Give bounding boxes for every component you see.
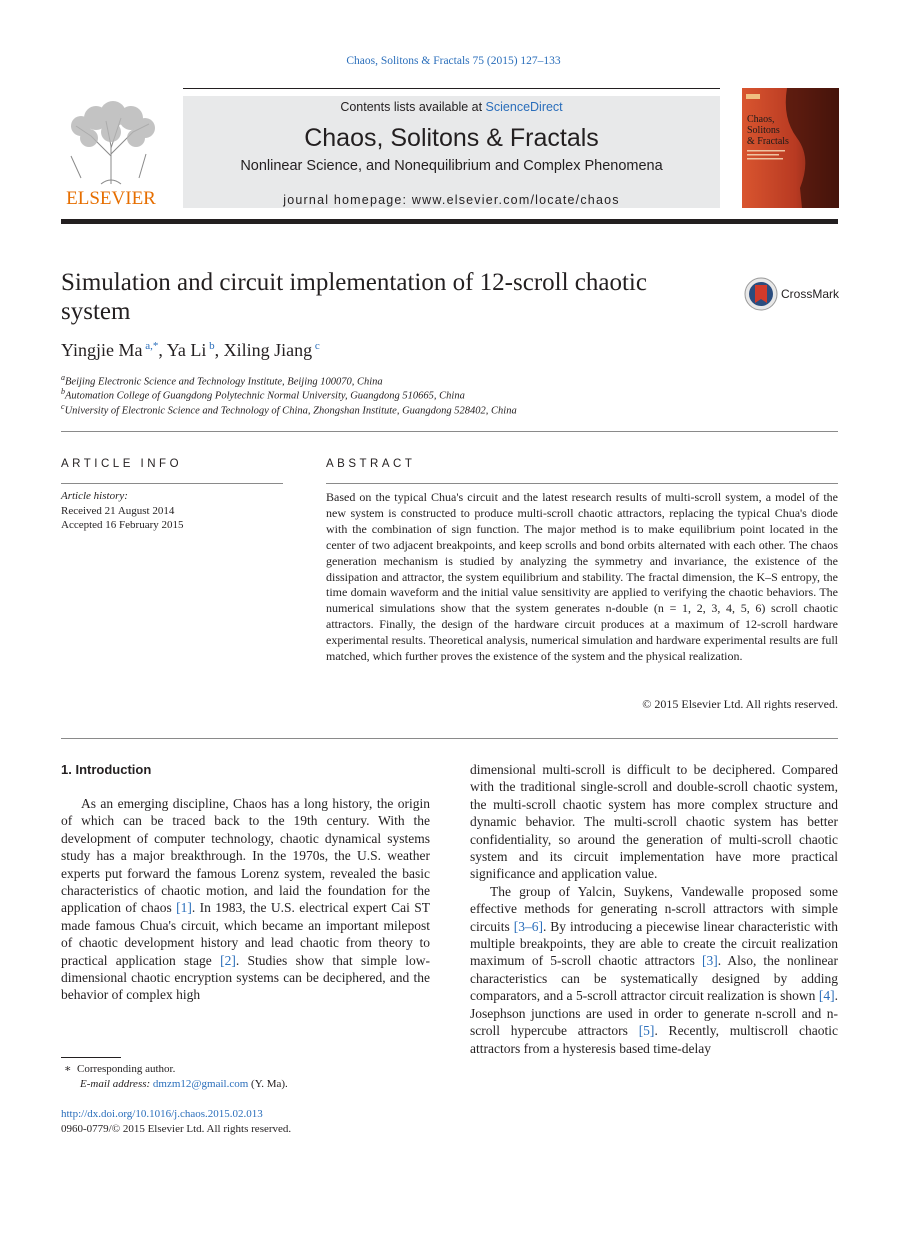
citation-link[interactable]: [1]: [176, 900, 192, 916]
footnote-rule: [61, 1057, 121, 1058]
crossmark-badge[interactable]: [743, 276, 853, 312]
citation-link[interactable]: [2]: [220, 952, 236, 968]
elsevier-logo[interactable]: [61, 96, 161, 208]
abstract-text: Based on the typical Chua's circuit and the latest research results of multi-scroll system, a model of the new system is constructed to produce multi-scroll chaotic attractors, replacing the typical Chua's diode with the combination of sign function. The major method is to make equilibrium point located in the center of two adjacent breakpoints, and keep scrolls and bond orbits alternated with each other. The chaos generation mechanism is studied by analyzing the symmetry and invariance, the existence of the dissipation and attractor, the system equilibrium and stability. The fractal dimension, the K–S entropy, the time domain waveform and the initial value sensitivity are applied to verifying the chaotic behaviors. The numerical simulations show that the system generates n-double (n = 1, 2, 3, 4, 5, 6) scroll chaotic attractors. Finally, the design of the hardware circuit produces at a maximum of 12-scroll hardware experimental results. Theoretical analysis, numerical simulation and hardware experimental results are full matched, which further proves the existence of the system and the physical realization.: [326, 490, 838, 664]
svg-text:& Fractals: & Fractals: [747, 136, 789, 147]
citation-link[interactable]: [4]: [818, 988, 835, 1004]
elsevier-tree-icon: [61, 96, 161, 208]
corresponding-author-note: ∗ Corresponding author.: [64, 1063, 176, 1075]
intro-paragraph: The group of Yalcin, Suykens, Vandewalle proposed some effective methods for generating n-scroll attractors with simple circuits [3–6]. By introducing a piecewise linear characteristic with multiple breakpoints, they are able to create the circuit realization maximum of 5-scroll chaotic attractors [3]. Also, the nonlinear characteristics can be systematically designed by adding comparators, and a 5-scroll attractor circuit realization is shown [4]. Josephson junctions are used in order to generate n-scroll and n-scroll hypercube attractors [5]. Recently, multiscroll chaotic attractors from a hysteresis based time-delay: [470, 883, 839, 1056]
header-bottom-rule: [61, 219, 838, 224]
abstract-copyright: © 2015 Elsevier Ltd. All rights reserved.: [642, 697, 838, 711]
affiliation: $^a$Beijing Electronic Science and Technology Institute, Beijing 100070, China: [61, 373, 383, 388]
header-top-rule: [183, 88, 720, 89]
sciencedirect-link[interactable]: ScienceDirect: [485, 100, 563, 114]
crossmark-label: CrossMark: [781, 287, 840, 301]
abstract-heading: ABSTRACT: [326, 458, 416, 470]
article-title: Simulation and circuit implementation of 12-scroll chaotic system: [61, 269, 647, 325]
journal-cover-image[interactable]: [742, 88, 839, 208]
author-list: Yingjie Ma $^{a,*}$, Ya Li $^b$, Xiling Jiang $^c$: [61, 340, 320, 360]
journal-homepage: [183, 193, 720, 207]
homepage-url[interactable]: www.elsevier.com/locate/chaos: [411, 193, 620, 207]
affiliation-divider: [61, 431, 838, 432]
affiliation: $^c$University of Electronic Science and Technology of China, Zhongshan Institute, Guangdong 528402, China: [61, 402, 517, 417]
accepted-date: Accepted 16 February 2015: [61, 519, 184, 531]
abstract-bottom-divider: [61, 738, 838, 739]
crossmark-icon: [743, 276, 781, 312]
author-name[interactable]: Xiling Jiang: [223, 340, 313, 360]
journal-subtitle: Nonlinear Science, and Nonequilibrium and Complex Phenomena: [240, 158, 663, 174]
cover-title: Chaos,: [747, 114, 775, 125]
elsevier-wordmark: ELSEVIER: [66, 188, 156, 208]
contents-line: [183, 100, 720, 114]
journal-citation[interactable]: Chaos, Solitons & Fractals 75 (2015) 127–133: [346, 55, 561, 67]
citation-link[interactable]: [3]: [701, 953, 718, 969]
intro-paragraph: As an emerging discipline, Chaos has a long history, the origin of which can be traced back to the 19th century. With the development of computer technology, chaotic dynamical systems study has a major breakthrough. In the 1970s, the U.S. weather experts put forward the famous Lorenz system, revealed the basic characteristics of chaotic motion, and laid the foundation for the application of chaos [1]. In 1983, the U.S. electrical expert Cai ST made famous Chua's circuit, which became an important milepost of chaotic development history and lead chaotic from theory to practical application stage [2]. Studies show that simple low-dimensional chaotic encryption systems can be deciphered, and the behavior of complex high: [61, 796, 431, 1003]
abstract-divider: [326, 483, 838, 484]
author-affiliation-mark[interactable]: c: [314, 340, 320, 352]
cover-icon: [742, 88, 839, 208]
email-link[interactable]: dmzm12@gmail.com: [152, 1078, 249, 1090]
article-info-divider: [61, 483, 283, 484]
citation-link[interactable]: [3–6]: [513, 918, 543, 934]
journal-title: Chaos, Solitons & Fractals: [304, 124, 599, 152]
svg-text:Solitons: Solitons: [747, 125, 780, 136]
article-info-heading: ARTICLE INFO: [61, 458, 183, 470]
history-label: Article history:: [61, 490, 128, 502]
section-heading-introduction: 1. Introduction: [61, 762, 152, 777]
doi-link[interactable]: http://dx.doi.org/10.1016/j.chaos.2015.02.013: [61, 1108, 263, 1120]
article-history: [61, 489, 184, 533]
author-affiliation-mark[interactable]: a,*: [145, 340, 159, 352]
email-note: E-mail address: dmzm12@gmail.com (Y. Ma).: [80, 1078, 288, 1090]
received-date: Received 21 August 2014: [61, 504, 175, 517]
intro-right-column: [470, 761, 838, 1057]
intro-paragraph: dimensional multi-scroll is difficult to be deciphered. Compared with the traditional single-scroll and double-scroll chaotic system, the multi-scroll chaotic system has more complex structure and dynamic behavior. The multi-scroll chaotic system has better confidentiality, so around the generation of multi-scroll chaotic system and its circuit implementation have more practical significance and application value.: [470, 762, 838, 882]
citation-link[interactable]: [5]: [638, 1023, 655, 1039]
author-name[interactable]: Yingjie Ma: [61, 340, 143, 360]
affiliation: $^b$Automation College of Guangdong Polytechnic Normal University, Guangdong 510665, China: [61, 387, 465, 402]
asterisk-icon: ∗: [64, 1063, 72, 1075]
author-name[interactable]: Ya Li: [166, 340, 207, 360]
contents-prefix: Contents lists available at: [340, 100, 486, 114]
homepage-prefix: journal homepage:: [283, 193, 412, 207]
author-affiliation-mark[interactable]: b: [209, 340, 215, 352]
issn-copyright: 0960-0779/© 2015 Elsevier Ltd. All rights reserved.: [61, 1123, 292, 1135]
intro-left-column: [61, 795, 430, 1004]
